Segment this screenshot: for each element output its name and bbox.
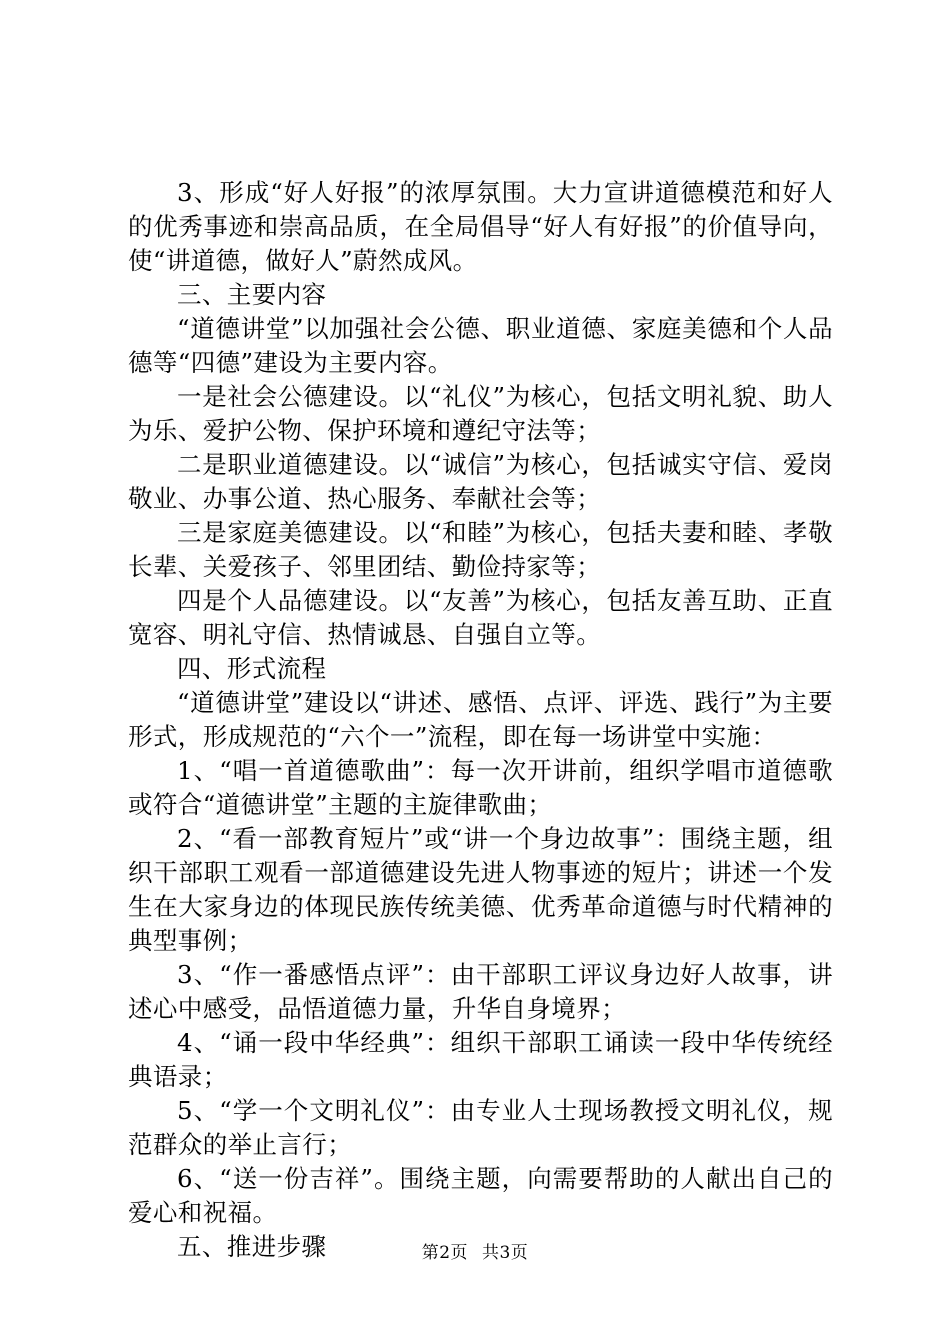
- paragraph: 3、形成“好人好报”的浓厚氛围。大力宣讲道德模范和好人的优秀事迹和崇高品质，在全局倡导“好人有好报”的价值导向，使“讲道德，做好人”蔚然成风。: [128, 178, 833, 275]
- paragraph: 四是个人品德建设。以“友善”为核心，包括友善互助、正直宽容、明礼守信、热情诚恳、自强自立等。: [128, 586, 833, 649]
- list-item: 3、“作一番感悟点评”：由干部职工评议身边好人故事，讲述心中感受，品悟道德力量，升华自身境界；: [128, 960, 833, 1023]
- list-item: 2、“看一部教育短片”或“讲一个身边故事”：围绕主题，组织干部职工观看一部道德建设先进人物事迹的短片；讲述一个发生在大家身边的体现民族传统美德、优秀革命道德与时代精神的典型事例；: [128, 824, 833, 955]
- list-item: 4、“诵一段中华经典”：组织干部职工诵读一段中华传统经典语录；: [128, 1028, 833, 1091]
- paragraph: 二是职业道德建设。以“诚信”为核心，包括诚实守信、爱岗敬业、办事公道、热心服务、奉献社会等；: [128, 450, 833, 513]
- section-heading: 四、形式流程: [177, 654, 327, 683]
- document-body: [128, 176, 833, 1264]
- list-item: 5、“学一个文明礼仪”：由专业人士现场教授文明礼仪，规范群众的举止言行；: [128, 1096, 833, 1159]
- page-total: 共3页: [481, 1243, 529, 1263]
- paragraph: “道德讲堂”以加强社会公德、职业道德、家庭美德和个人品德等“四德”建设为主要内容。: [128, 314, 833, 377]
- paragraph: “道德讲堂”建设以“讲述、感悟、点评、评选、践行”为主要形式，形成规范的“六个一”流程，即在每一场讲堂中实施：: [128, 688, 833, 751]
- page-footer: [0, 1243, 950, 1263]
- section-heading: 五、推进步骤: [177, 1232, 327, 1261]
- list-item: 6、“送一份吉祥”。围绕主题，向需要帮助的人献出自己的爱心和祝福。: [128, 1164, 833, 1227]
- paragraph: 三是家庭美德建设。以“和睦”为核心，包括夫妻和睦、孝敬长辈、关爱孩子、邻里团结、勤俭持家等；: [128, 518, 833, 581]
- page-number: 第2页: [421, 1243, 469, 1263]
- paragraph: 一是社会公德建设。以“礼仪”为核心，包括文明礼貌、助人为乐、爱护公物、保护环境和遵纪守法等；: [128, 382, 833, 445]
- list-item: 1、“唱一首道德歌曲”：每一次开讲前，组织学唱市道德歌或符合“道德讲堂”主题的主旋律歌曲；: [128, 756, 833, 819]
- section-heading: 三、主要内容: [177, 280, 327, 309]
